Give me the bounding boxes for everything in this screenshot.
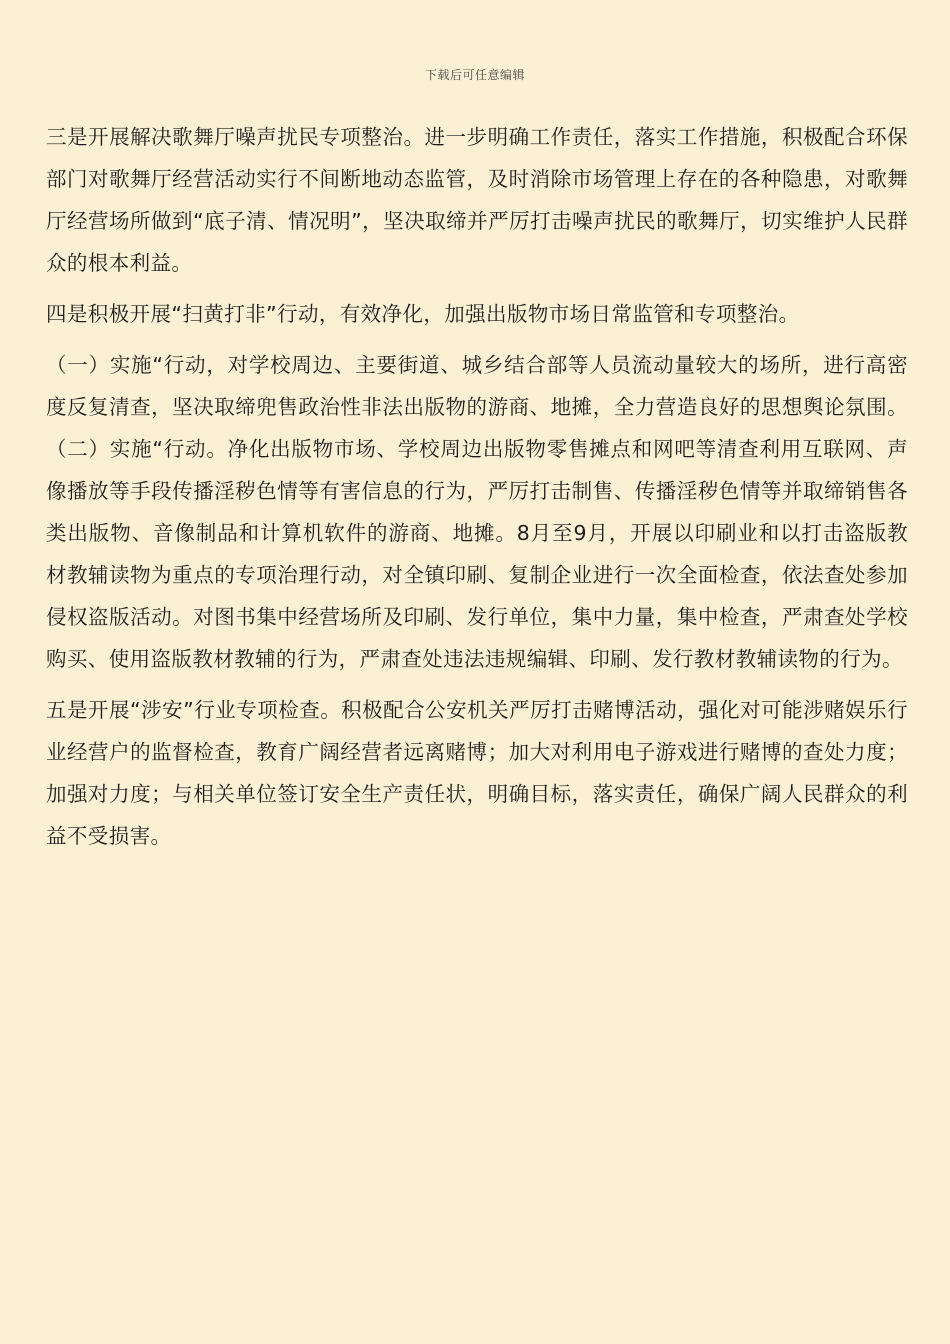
document-body [46, 116, 908, 857]
paragraph-four: 四是积极开展“扫黄打非”行动，有效净化，加强出版物市场日常监管和专项整治。 [46, 302, 800, 326]
paragraph-five: 五是开展“涉安”行业专项检查。积极配合公安机关严厉打击赌博活动，强化对可能涉赌娱乐行业经营户的监督检查，教育广阔经营者远离赌博；加大对利用电子游戏进行赌博的查处力度；加强对力度；与相关单位签订安全生产责任状，明确目标，落实责任，确保广阔人民群众的利益不受损害。 [46, 698, 908, 848]
paragraph-four-details: （一）实施“行动，对学校周边、主要街道、城乡结合部等人员流动量较大的场所，进行高密度反复清查，坚决取缔兜售政治性非法出版物的游商、地摊，全力营造良好的思想舆论氛围。（二）实施“行动。净化出版物市场、学校周边出版物零售摊点和网吧等清查利用互联网、声像播放等手段传播淫秽色情等有害信息的行为，严厉打击制售、传播淫秽色情等并取缔销售各类出版物、音像制品和计算机软件的游商、地摊。8月至9月，开展以印刷业和以打击盗版教材教辅读物为重点的专项治理行动，对全镇印刷、复制企业进行一次全面检查，依法查处参加侵权盗版活动。对图书集中经营场所及印刷、发行单位，集中力量，集中检查，严肃查处学校购买、使用盗版教材教辅的行为，严肃查处违法违规编辑、印刷、发行教材教辅读物的行为。 [46, 353, 908, 671]
paragraph-three: 三是开展解决歌舞厅噪声扰民专项整治。进一步明确工作责任，落实工作措施，积极配合环保部门对歌舞厅经营活动实行不间断地动态监管，及时消除市场管理上存在的各种隐患，对歌舞厅经营场所做到“底子清、情况明”，坚决取缔并严厉打击噪声扰民的歌舞厅，切实维护人民群众的根本利益。 [46, 125, 908, 275]
header-note: 下载后可任意编辑 [424, 68, 525, 82]
